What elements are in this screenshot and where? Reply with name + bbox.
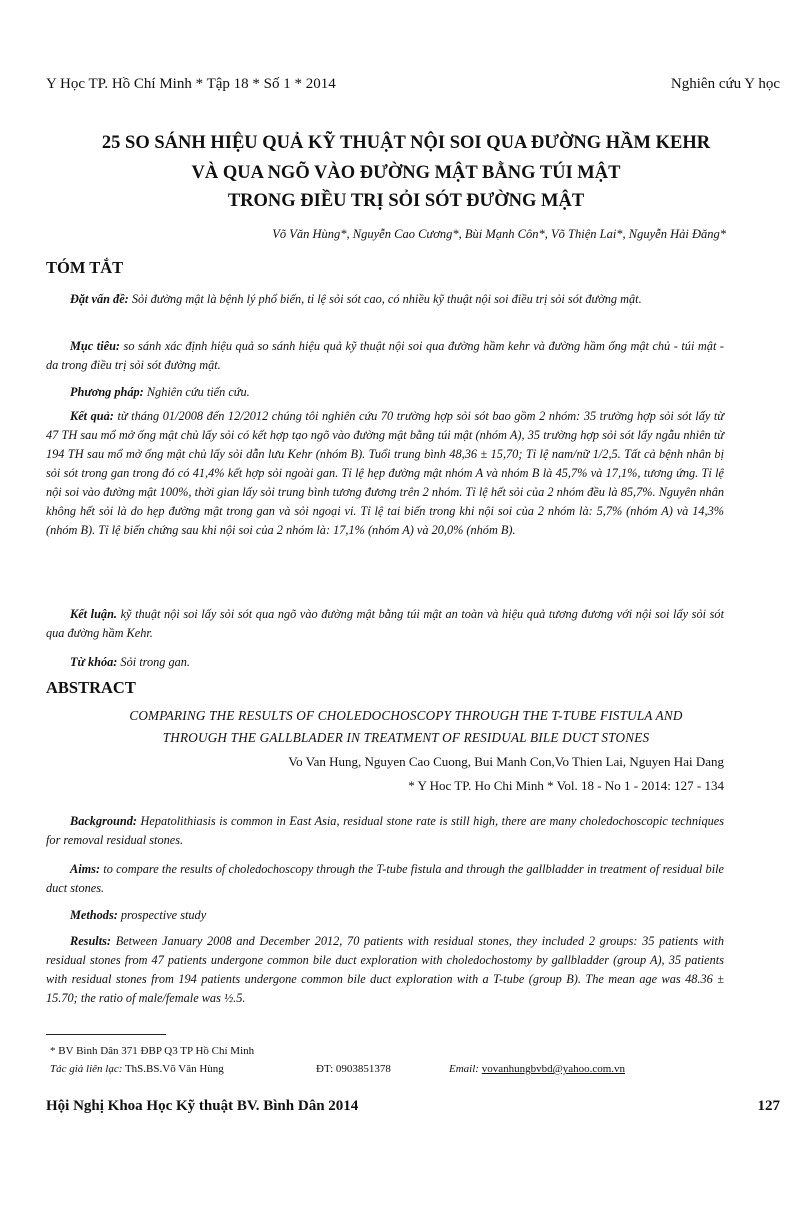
summary-heading: TÓM TẮT bbox=[46, 258, 124, 277]
abstract-results-label: Results: bbox=[70, 934, 111, 948]
footnote-email-link[interactable]: vovanhungbvbd@yahoo.com.vn bbox=[481, 1063, 626, 1075]
page-footer-conference: Hội Nghị Khoa Học Kỹ thuật BV. Bình Dân 2014 bbox=[46, 1098, 359, 1114]
summary-aim-label: Mục tiêu: bbox=[70, 339, 121, 353]
abstract-authors: Vo Van Hung, Nguyen Cao Cuong, Bui Manh Con,Vo Thien Lai, Nguyen Hai Dang bbox=[288, 754, 724, 769]
page-number: 127 bbox=[757, 1098, 780, 1114]
abstract-aims-text: to compare the results of choledochoscopy through the T-tube fistula and through the gallbladder in treatment of residual bile duct stones. bbox=[46, 862, 724, 895]
abstract-aims-label: Aims: bbox=[70, 862, 101, 876]
footnote-contact-name: ThS.BS.Võ Văn Hùng bbox=[122, 1063, 224, 1075]
abstract-results-text: Between January 2008 and December 2012, 70 patients with residual stones, they included 2 groups: 35 patients with residual stones from 47 patients undergone common bile duct exploration with choledochostomy by gallbladder (group A), 35 patients with residual stones from 194 patients undergone common bile duct exploration with a T-tube (group B). The mean age was 48.36 ± 15.70; the ratio of male/female was ½.5. bbox=[46, 934, 724, 1005]
footnote-phone: ĐT: 0903851378 bbox=[316, 1063, 391, 1075]
summary-keywords-text: Sỏi trong gan. bbox=[117, 655, 190, 669]
summary-keywords bbox=[46, 653, 724, 672]
footnote-email-label: Email: bbox=[449, 1063, 479, 1075]
summary-keywords-label: Từ khóa: bbox=[70, 655, 118, 669]
summary-method bbox=[46, 383, 724, 402]
abstract-citation: * Y Hoc TP. Ho Chi Minh * Vol. 18 - No 1 - 2014: 127 - 134 bbox=[408, 778, 724, 793]
abstract-background-text: Hepatolithiasis is common in East Asia, residual stone rate is still high, there are many choledochoscopic techniques for removal residual stones. bbox=[46, 814, 724, 847]
summary-method-text: Nghiên cứu tiến cứu. bbox=[143, 385, 250, 399]
footnote-contact-label: Tác giả liên lạc: bbox=[50, 1063, 123, 1075]
summary-conclusion-label: Kết luận. bbox=[70, 607, 117, 621]
article-title-line-1: 25 SO SÁNH HIỆU QUẢ KỸ THUẬT NỘI SOI QUA ĐƯỜNG HẦM KEHR bbox=[101, 133, 711, 153]
running-header-right: Nghiên cứu Y học bbox=[670, 76, 780, 92]
summary-results-text: từ tháng 01/2008 đến 12/2012 chúng tôi nghiên cứu 70 trường hợp sỏi sót bao gồm 2 nhóm: 35 trường hợp sỏi sót lấy từ 47 TH sau mổ mở ống mật chủ lấy sỏi có kết hợp tạo ngõ vào đường mật bằng túi mật (nhóm A), 35 trường hợp sỏi sót lấy ngẫu nhiên từ 194 TH sau mổ mở ống mật chủ lấy sỏi dẫn lưu Kehr (nhóm B). Tuổi trung bình 48,36 ± 15,70; Tỉ lệ nam/nữ 1/2,5. Tất cả bệnh nhân bị sỏi sót trong gan trong đó có 41,4% kết hợp sỏi ngoài gan. Tỉ lệ hẹp đường mật nhóm A và nhóm B là 45,7% và 17,1%, tương ứng. Tỉ lệ nội soi vào đường mật 100%, thời gian lấy sỏi trung bình tương đương trên 2 nhóm. Tỉ lệ hết sỏi của 2 nhóm đều là 85,7%. Nguyên nhân không hết sỏi là do hẹp đường mật trong gan và sỏi ngoại vi. Tỉ lệ tai biến trong khi nội soi của 2 nhóm là: 5,7% (nhóm A) và 14,3% (nhóm B). Tỉ lệ biến chứng sau khi nội soi của 2 nhóm là: 17,1% (nhóm A) và 20,0% (nhóm B). bbox=[46, 409, 725, 537]
abstract-background bbox=[46, 812, 724, 850]
summary-results-label: Kết quả: bbox=[70, 409, 114, 423]
summary-aim-text: so sánh xác định hiệu quả so sánh hiệu quả kỹ thuật nội soi qua đường hầm kehr và đường hầm ống mật chủ - túi mật - da trong điều trị sỏi sót đường mật. bbox=[46, 339, 725, 372]
footnote-email bbox=[449, 1061, 625, 1078]
summary-conclusion bbox=[46, 605, 724, 643]
abstract-methods bbox=[46, 906, 724, 925]
abstract-background-label: Background: bbox=[70, 814, 137, 828]
running-header-left: Y Học TP. Hồ Chí Minh * Tập 18 * Số 1 * 2014 bbox=[46, 76, 336, 92]
article-title-line-3: TRONG ĐIỀU TRỊ SỎI SÓT ĐƯỜNG MẬT bbox=[227, 191, 585, 211]
abstract-aims bbox=[46, 860, 724, 898]
summary-background-text: Sỏi đường mật là bệnh lý phổ biến, tỉ lệ sỏi sót cao, có nhiều kỹ thuật nội soi điều trị sỏi sót đường mật. bbox=[128, 292, 642, 306]
footnote-divider bbox=[46, 1034, 166, 1035]
abstract-title-line-1: COMPARING THE RESULTS OF CHOLEDOCHOSCOPY THROUGH THE T-TUBE FISTULA AND bbox=[129, 708, 683, 723]
footnote-affiliation: * BV Bình Dân 371 ĐBP Q3 TP Hồ Chí Minh bbox=[50, 1045, 255, 1057]
abstract-title-line-2: THROUGH THE GALLBLADER IN TREATMENT OF RESIDUAL BILE DUCT STONES bbox=[162, 730, 650, 745]
article-title-line-2: VÀ QUA NGÕ VÀO ĐƯỜNG MẬT BẰNG TÚI MẬT bbox=[191, 163, 621, 183]
summary-method-label: Phương pháp: bbox=[70, 385, 144, 399]
summary-aim bbox=[46, 337, 724, 375]
abstract-methods-text: prospective study bbox=[117, 908, 207, 922]
author-list: Võ Văn Hùng*, Nguyễn Cao Cương*, Bùi Mạnh Côn*, Võ Thiện Lai*, Nguyễn Hải Đăng* bbox=[272, 227, 726, 241]
abstract-heading: ABSTRACT bbox=[46, 678, 136, 697]
abstract-methods-label: Methods: bbox=[70, 908, 118, 922]
summary-conclusion-text: kỹ thuật nội soi lấy sỏi sót qua ngõ vào đường mật bằng túi mật an toàn và hiệu quả tương đương với nội soi lấy sỏi sót qua đường hầm Kehr. bbox=[46, 607, 724, 640]
footnote-contact bbox=[50, 1061, 224, 1078]
summary-background bbox=[46, 290, 724, 309]
summary-background-label: Đặt vấn đề: bbox=[70, 292, 129, 306]
abstract-results bbox=[46, 932, 724, 1008]
summary-results bbox=[46, 407, 724, 540]
